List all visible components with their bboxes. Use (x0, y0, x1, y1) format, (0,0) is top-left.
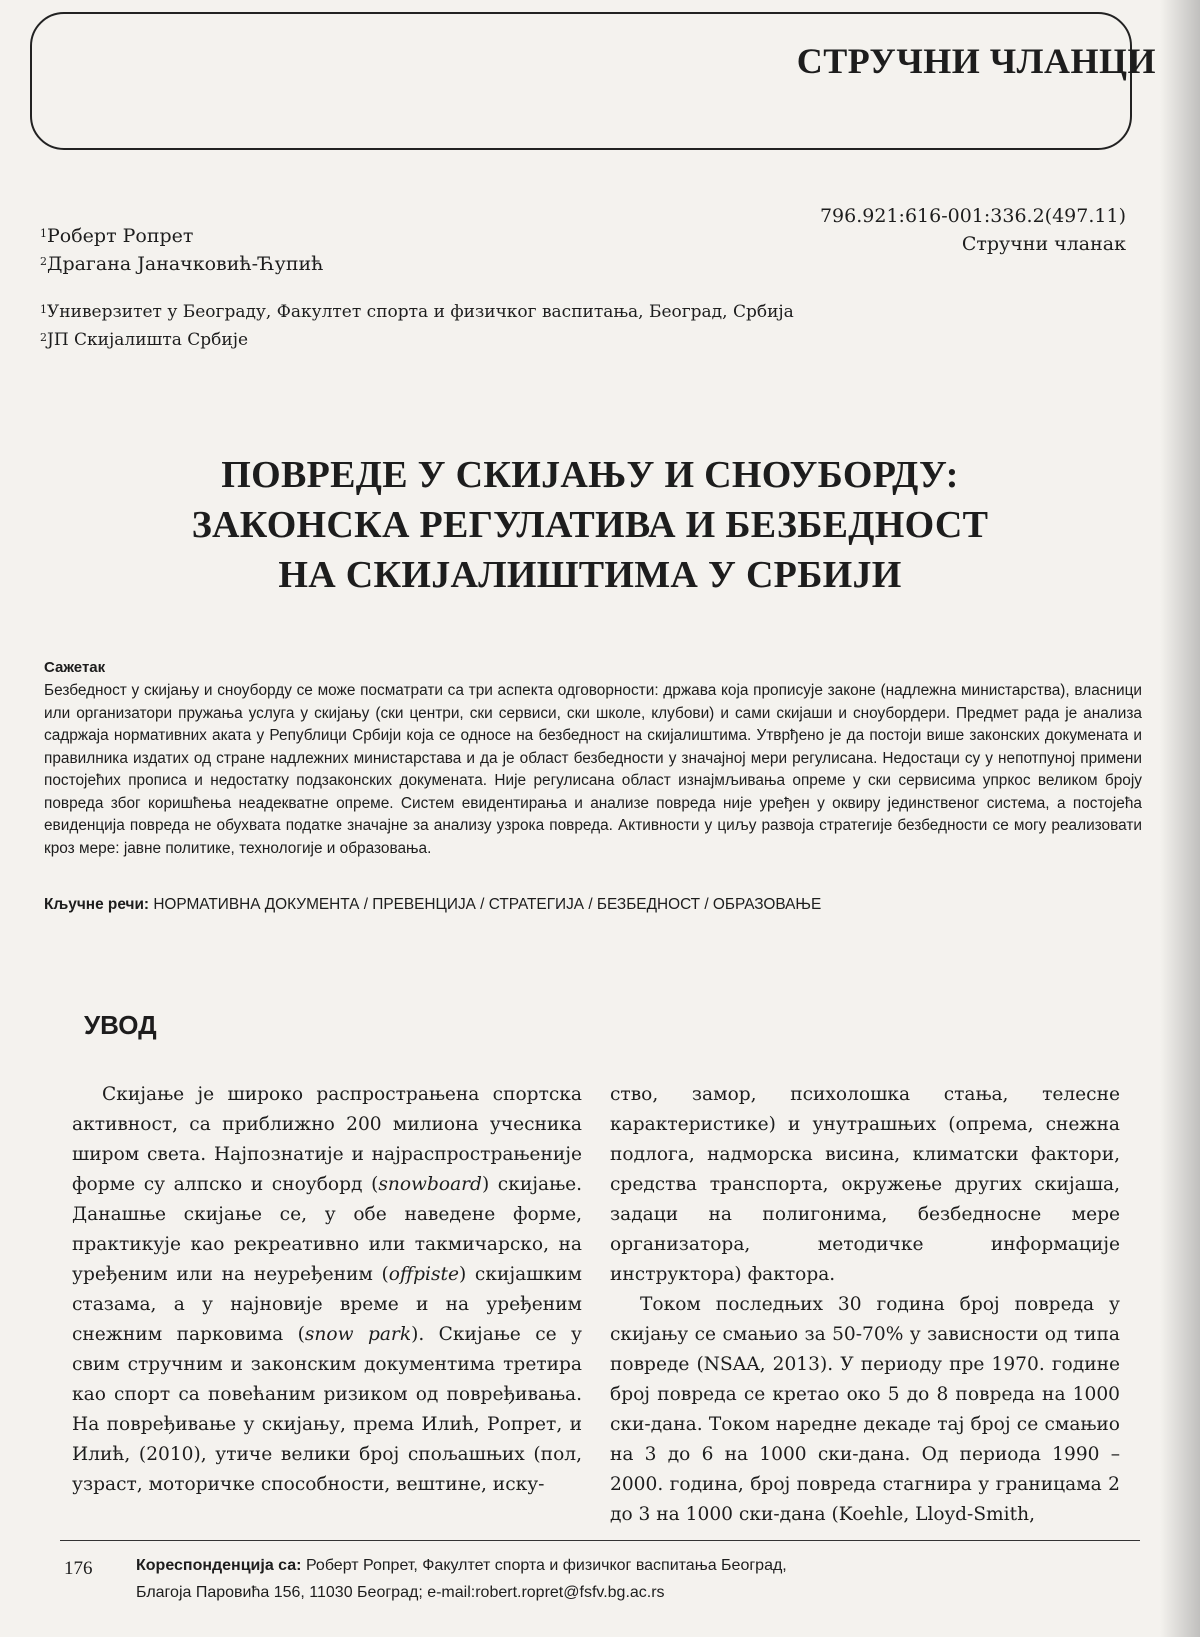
section-heading: УВОД (84, 1010, 157, 1040)
keywords-label: Кључне речи: (44, 896, 150, 913)
article-title: ПОВРЕДЕ У СКИЈАЊУ И СНОУБОРДУ: ЗАКОНСКА РЕГУЛАТИВА И БЕЗБЕДНОСТ НА СКИЈАЛИШТИМА У СРБИЈИ (191, 454, 989, 596)
correspondence-label: Кореспонденција са: (136, 1557, 302, 1574)
affiliation-list (40, 298, 794, 354)
page-number: 176 (64, 1558, 93, 1579)
abstract-text: Безбедност у скијању и сноуборду се може посматрати са три аспекта одговорности: држава која прописује законе (надлежна министарства), власници или организатори пружања услуга у скијању (ски центри, ски сервиси, ски школе, клубови) и сами скијаши и сноубордери. Предмет рада је анализа садржаја нормативних аката у Републици Србији која се односе на безбедност на скијалиштима. Утврђено је да постоји више законских докумената и правилника издатих од стране надлежних министарстава и да је област безбедности у значајној мери регулисана. Недостаци су у непотпуној примени постојећих прописа и недостатку подзаконских докумената. Није регулисана област изнајмљивања опреме у ски сервисима упркос великом броју повреда због коришћења неадекватне опреме. Систем евидентирања и анализе повреда није уређен у оквиру јединственог система, а постојећа евиденција повреда не обухвата податке значајне за анализу узрока повреда. Активности у циљу развоја стратегије безбедности се могу реализовати кроз мере: јавне политике, технологије и образовања. (44, 682, 1142, 857)
udc-code: 796.921:616-001:336.2(497.11) (819, 205, 1126, 227)
abstract-heading: Сажетак (44, 659, 106, 676)
keywords-values: НОРМАТИВНА ДОКУМЕНТА / ПРЕВЕНЦИЈА / СТРАТЕГИЈА / БЕЗБЕДНОСТ / ОБРАЗОВАЊЕ (153, 896, 822, 913)
footer-divider (60, 1540, 1140, 1541)
author: $^1$Роберт Ропрет (40, 225, 194, 247)
scan-edge-shadow (1160, 0, 1200, 1637)
correspondence-note: Кореспонденција са: Роберт Ропрет, Факултет спорта и физичког васпитања Београд, Благоја Паровића 156, 11030 Београд; e-mail:robert.ropret@fsfv.bg.ac.rs (136, 1557, 787, 1601)
affiliation: $^1$Универзитет у Београду, Факултет спорта и физичког васпитања, Београд, Србија (40, 302, 794, 322)
classification (820, 202, 1126, 258)
keywords (44, 896, 1142, 914)
body-paragraph: ство, замор, психолошка стања, телесне карактеристике) и унутрашњих (опрема, снежна подлога, надморска висина, климатски фактори, средства транспорта, окружење других скијаша, задаци на полигонима, безбедносне мере организатора, методичке информације инструктора) фактора. (610, 1084, 1120, 1285)
section-label: СТРУЧНИ ЧЛАНЦИ (796, 41, 1156, 81)
author: $^2$Драгана Јаначковић-Ћупић (40, 253, 324, 275)
body-paragraph: Скијање је широко распрострањена спортска активност, са приближно 200 милиона учесника широм света. Најпознатије и најраспрострањеније форме су алпско и сноуборд (snowboard) скијање. Данашње скијање се, у обе наведене форме, практикује као рекреативно или такмичарско, на уређеним или на неуређеним (offpiste) скијашким стазама, а у најновије време и на уређеним снежним парковима (snow park). Скијање се у свим стручним и законским документима третира као спорт са повећаним ризиком од повређивања. На повређивање у скијању, према Илић, Ропрет, и Илић, (2010), утиче велики број спољашњих (пол, узраст, моторичке способности, вештине, иску- (72, 1084, 582, 1495)
body-column-right (610, 1080, 1120, 1530)
body-column-left (72, 1080, 582, 1500)
affiliation: $^2$ЈП Скијалишта Србије (40, 330, 249, 350)
body-paragraph: Током последњих 30 година број повреда у скијању се смањио за 50-70% у зависности од типа повреде (NSAA, 2013). У периоду пре 1970. године број повреда се кретао око 5 до 8 повреда на 1000 ски-дана. Током наредне декаде тај број се смањио на 3 до 6 на 1000 ски-дана. Од периода 1990 – 2000. година, број повреда стагнира у границама 2 до 3 на 1000 ски-дана (Koehle, Lloyd-Smith, (610, 1294, 1120, 1525)
article-type: Стручни чланак (961, 233, 1126, 255)
author-list (40, 222, 323, 278)
